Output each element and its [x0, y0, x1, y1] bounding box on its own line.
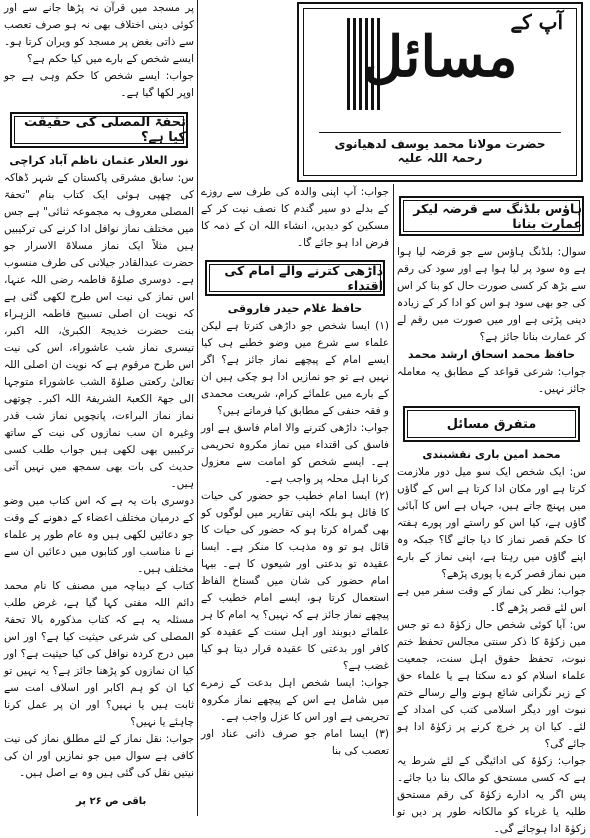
- middle-paragraph-4: جواب: ایسا شخص اہل بدعت کے زمرے میں شامل ہے اس کے پیچھے نماز مکروہ تحریمی ہے اور اس کا عزل واجب ہے۔: [201, 677, 389, 723]
- right-paragraph-3: جواب: شرعی قواعد کے مطابق یہ معاملہ جائز نہیں۔: [397, 366, 586, 395]
- right2-paragraph-3: س: آیا کوئی شخص حال زکوٰۃ دے تو جس میں زکوٰۃ کا ذکر سنتی مجالس تحفظ ختم نبوت، تحفظ حقوق اہل سنت، جمعیت علماء اسلام کو دے سکتا ہے یا علماء حق کے زیر نگرانی شائع ہونے والے رسالے ختم نبوت اور دیگر اسلامی کتب کی امداد کے لئے۔ کیا ان پر خرچ کرنے پر زکوٰۃ ادا ہو جائے گی؟: [397, 619, 586, 750]
- left-column: [4, 0, 194, 816]
- right2-paragraph-2: جواب: نظر کی نماز کے وقت سفر میں ہے اس لئے قصر پڑھے گا۔: [397, 585, 586, 614]
- continued-note: باقی ص ۲۶ پر: [76, 796, 147, 807]
- right-questioner: حافظ محمد اسحاق ارشد محمد: [407, 348, 576, 361]
- left-intro-answer: جواب: ایسے شخص کا حکم وہی ہے جو اوپر لکھا گیا ہے۔: [4, 70, 194, 99]
- column-divider-right: [393, 184, 394, 816]
- middle-paragraph-1: (۱) ایسا شخص جو داڑھی کترتا ہے لیکن علماء سے شرع میں وضو خطبے ہی کیا ایسے امام کے پیچھے نماز جائز ہے؟ اگر نہیں ہے تو جو نمازیں ادا ہو چکی ہیں ان کے بارے میں علمائے کرام، شریعت محمدی و فقہ حنفی کے مطابق کیا فرماتے ہیں؟: [201, 320, 389, 417]
- middle-column: [201, 184, 389, 816]
- column-divider-left: [197, 0, 198, 816]
- right-heading: ہاؤس بلڈنگ سے قرضہ لیکر عمارت بنانا: [413, 201, 582, 231]
- middle-heading: داڑھی کترنے والے امام کی اقتداء: [224, 263, 383, 293]
- middle-heading-box: [205, 260, 385, 296]
- middle-paragraph-5: (۳) ایسا امام جو صرف ذاتی عناد اور تعصب کی بنا: [201, 728, 389, 757]
- right-heading2: متفرق مسائل: [446, 416, 537, 432]
- left-intro-question: پر مسجد میں قرآن نہ پڑھا جانے سے اور کوئی دینی اختلاف بھی نہ ہو صرف تعصب سے ذاتی بغض پر مسجد کو ویران کرتا ہو۔ ایسے شخص کے بارے میں کیا حکم ہے؟: [4, 2, 194, 65]
- right-column: [397, 196, 586, 835]
- left-paragraph-3: کتاب کے دیباچہ میں مصنف کا نام محمد دائم اللہ مفتی کہا گیا ہے، غرض طلب مسئلہ یہ ہے کہ کتاب مذکورہ بالا تحفۃ المصلی کی شرعی حیثیت کیا ہے؟ اور اس میں درج کردہ نوافل کی کیا حیثیت ہے؟ اور کیا ان نمازوں کو پڑھنا جائز ہے؟ یہ نہیں تو کیا ان کو ہم اکابر اور اسلاف امت سے ثابت ہیں یا نہیں؟ اور ان پر عمل کرنا چاہئے یا نہیں؟: [4, 580, 194, 728]
- right-paragraph-1: سوال: بلڈنگ ہاؤس سے جو قرضہ لیا ہوا ہے وہ سود پر لیا ہوا ہے اور سود کی رقم سے بڑھ کر کسی صورت حال کو بنا کر اس کی جو بھی سود ہو اس کو ادا کر کے زیادہ دینی پڑتی ہے اور میں صورت میں رقم لے کر عمارت بنانا جائز ہے؟: [397, 246, 586, 343]
- left-paragraph-2: دوسری بات یہ ہے کہ اس کتاب میں وضو کے درمیان مختلف اعضاء کے دھونے کے وقت جو دعائیں لکھی ہیں وہ عام طور پر علماء نے نا مناسب اور کتابوں میں دعائیں ان سے مختلف ہیں۔: [4, 495, 194, 575]
- masthead-box: [297, 2, 583, 182]
- right-byline2: محمد امین باری نقشبندی: [422, 448, 561, 461]
- left-heading: تحفۃ المصلی کی حقیقت کیا ہے؟: [24, 115, 186, 145]
- masthead-byline: حضرت مولانا محمد یوسف لدھیانوی رحمۃ اللہ علیہ: [319, 132, 561, 165]
- middle-paragraph-3: (۲) ایسا امام خطیب جو حضور کی حیات کا قائل ہو بلکہ اپنی تقاریر میں لوگوں کو بھی گمراہ کرتا ہو کہ حضور کی حیات کا قائل ہو تو وہ مذہب کا منکر ہے۔ ایسا عقیدہ تو بدعتی اور شیعوں کا ہے۔ بیہا امام حضور کی شان میں گستاخ الفاظ استعمال کرتا ہو، ایسے امام خطیب کے پیچھے نماز جائز ہے کہ نہیں؟ یہ امام کا ہر علمائے دیوبند اور اہل سنت کے عقیدہ کو کافر اور بدعتی کا عقیدہ قرار دیتا ہو کیا غضب ہے؟: [201, 490, 389, 672]
- masthead-prefix: آپ کے: [510, 10, 563, 34]
- masthead-title: مسائل: [362, 24, 518, 90]
- right2-paragraph-1: س: ایک شخص ایک سو میل دور ملازمت کرتا ہے اور مکان ادا کرتا ہے اس کے گاؤں میں پہنچ جاتے ہیں، جہاں ہے اس کا آبائی گاؤں ہے، کیا اس کو راستے اور پورے ہفتہ کا حکم قصر نماز کا دیا جائے گا؟ جبکہ وہ اپنے گاؤں میں رہتا ہے، اپنی نماز کے بارے میں نماز قصر کرے یا پوری پڑھے؟: [397, 466, 586, 580]
- right-heading-box: [399, 196, 584, 236]
- middle-paragraph-2: جواب: داڑھی کترنے والا امام فاسق ہے اور فاسق کی اقتداء میں نماز مکروہ تحریمی ہے۔ ایسے شخص کو امامت سے معزول کرنا اہل محلہ پر واجب ہے۔: [201, 422, 389, 485]
- left-heading-box: [10, 112, 188, 148]
- right-heading2-box: [403, 406, 580, 442]
- left-byline: نور العلار عثمان ناظم آباد کراچی: [9, 154, 189, 167]
- left-paragraph-4: جواب: نقل نماز کے لئے مطلق نماز کی نیت کافی ہے سوال میں جو نمازیں اور ان کی نیتیں نقل کی گئی ہیں وہ بے اصل ہیں۔: [4, 733, 194, 779]
- left-paragraph-1: س: سابق مشرقی پاکستان کے شہر ڈھاکہ کی چھپی ہوئی ایک کتاب بنام "تحفۃ المصلی معروف بہ مجموعہ ثنائی" ہے جس میں مختلف نماز نوافل ادا کرنے کی ترکیبیں ہیں مثلاً ایک نماز مسلاۃ الاسرار جو حضرت عبدالقادر جیلانی کی طرف منسوب ہے۔ دوسری صلوٰۃ فاطمہ رضی اللہ عنہا، اس نماز کی نیت اس طرح لکھی گئی ہے کہ نویت ان اصلی تسبیح فاطمہ الزہراء بنت حضرت خدیجۃ الکبریٰ، اللہ اکبر، تیسری نماز شب عاشوراء، اس کی نیت اس طرح مرقوم ہے کہ نویت ان اصلی اللہ تعالیٰ رکعتی صلوٰۃ الشب عاشوراء متوجہا الی جھۃ الکعبۃ الشریفۃ اللہ اکبر۔ چوتھی نماز نماز البراءت، پانچویں نماز شب قدر وغیرہ ان سب نمازوں کی نیت کے ساتھ ترکیبیں بھی لکھی ہیں جواب طلب کسی حدیث کی بات بھی سمجھ میں نہیں آتی ہیں۔: [4, 172, 194, 490]
- right2-paragraph-4: جواب: زکوٰۃ کی ادائیگی کے لئے شرط یہ ہے کہ کسی مستحق کو مالک بنا دیا جائے۔ پس اگر یہ ادارے زکوٰۃ کی رقم مستحق طلبہ یا غرباء کو مالکانہ طور پر دیں تو زکوٰۃ ادا ہوجائے گی۔: [397, 755, 586, 835]
- middle-intro-answer: جواب: آپ اپنی والدہ کی طرف سے روزے کے بدلے دو سیر گندم کا نصف نیت کر کے مسکین کو دیدیں، انشاء اللہ ان کے ذمہ کا فرض ادا ہو جائے گا۔: [201, 186, 389, 249]
- middle-byline: حافظ غلام حیدر فاروقی: [227, 302, 363, 315]
